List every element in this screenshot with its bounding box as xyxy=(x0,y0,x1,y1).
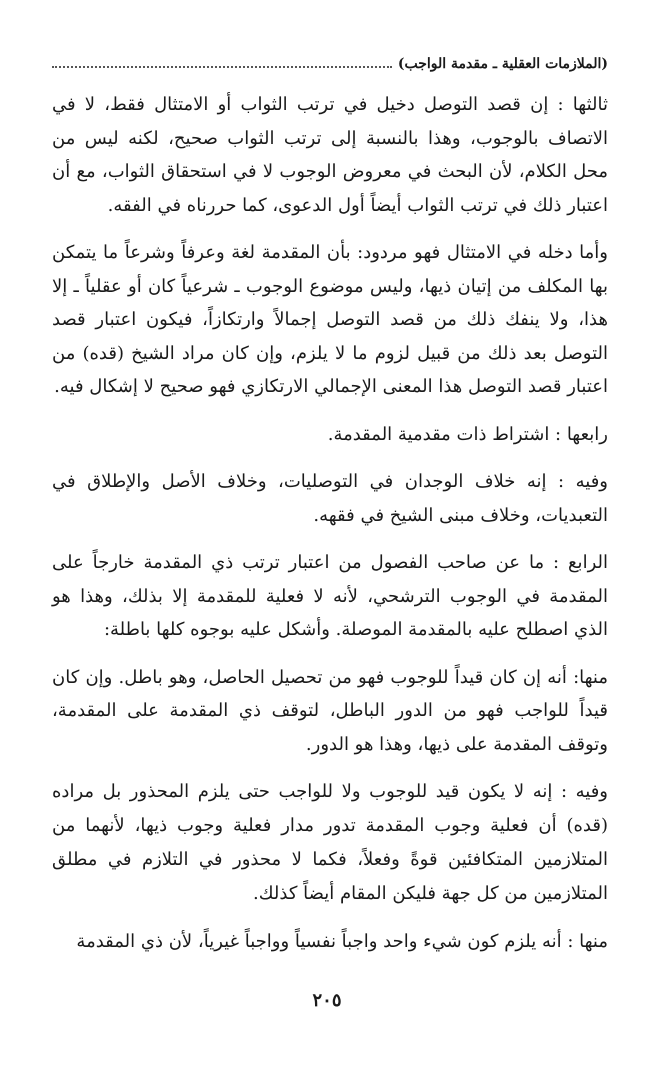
page-number: ٢٠٥ xyxy=(312,990,342,1011)
paragraph-5: الرابع : ما عن صاحب الفصول من اعتبار ترتب ذي المقدمة خارجاً على المقدمة في الوجوب الترشحي، لأنه لا فعلية للمقدمة إلا بذلك، وهذا هو الذي اصطلح عليه بالمقدمة الموصلة. وأشكل عليه بوجوه كلها باطلة: xyxy=(52,552,608,640)
paragraph-6: منها: أنه إن كان قيداً للوجوب فهو من تحصيل الحاصل، وهو باطل. وإن كان قيداً للواجب فهو من الدور الباطل، لتوقف ذي المقدمة على المقدمة، وتوقف المقدمة على ذيها، وهذا هو الدور. xyxy=(52,666,608,755)
dotted-leader xyxy=(52,66,392,68)
paragraph-7: وفيه : إنه لا يكون قيد للوجوب ولا للواجب حتى يلزم المحذور بل مراده (قده) أن فعلية وجوب المقدمة تدور مدار فعلية وجوب ذيها، لأنهما من المتلازمين المتكافئين قوةً وفعلاً، فكما لا محذور في التلازم في مطلق المتلازمين من كل جهة فليكن المقام أيضاً كذلك. xyxy=(52,781,608,904)
paragraph-4: وفيه : إنه خلاف الوجدان في التوصليات، وخلاف الأصل والإطلاق في التعبديات، وخلاف مبنى الشيخ في فقهه. xyxy=(52,471,608,526)
paragraph-2: وأما دخله في الامتثال فهو مردود: بأن المقدمة لغة وعرفاً وشرعاً ما يتمكن بها المكلف من إتيان ذيها، وليس موضوع الوجوب ـ شرعياً كان أو عقلياً ـ إلا هذا، ولا ينفك ذلك من قصد التوصل إجمالاً وارتكازاً، فيكون اعتبار قصد التوصل بعد ذلك من قبيل لزوم ما لا يلزم، وإن كان مراد الشيخ (قده) من اعتبار قصد التوصل هذا المعنى الإجمالي الارتكازي فهو صحيح لا إشكال فيه. xyxy=(52,242,608,397)
running-head-title: (الملازمات العقلية ـ مقدمة الواجب) xyxy=(397,56,608,72)
paragraph-1: ثالثها : إن قصد التوصل دخيل في ترتب الثواب أو الامتثال فقط، لا في الاتصاف بالوجوب، وهذا بالنسبة إلى ترتب الثواب صحيح، لكنه ليس من محل الكلام، لأن البحث في معروض الوجوب لا في استحقاق الثواب، مع أن اعتبار ذلك في ترتب الثواب أيضاً أول الدعوى، كما حررناه في الفقه. xyxy=(52,94,608,216)
paragraph-8: منها : أنه يلزم كون شيء واحد واجباً نفسياً وواجباً غيرياً، لأن ذي المقدمة xyxy=(76,931,608,952)
paragraph-3: رابعها : اشتراط ذات مقدمية المقدمة. xyxy=(327,423,608,445)
running-head xyxy=(52,56,608,72)
